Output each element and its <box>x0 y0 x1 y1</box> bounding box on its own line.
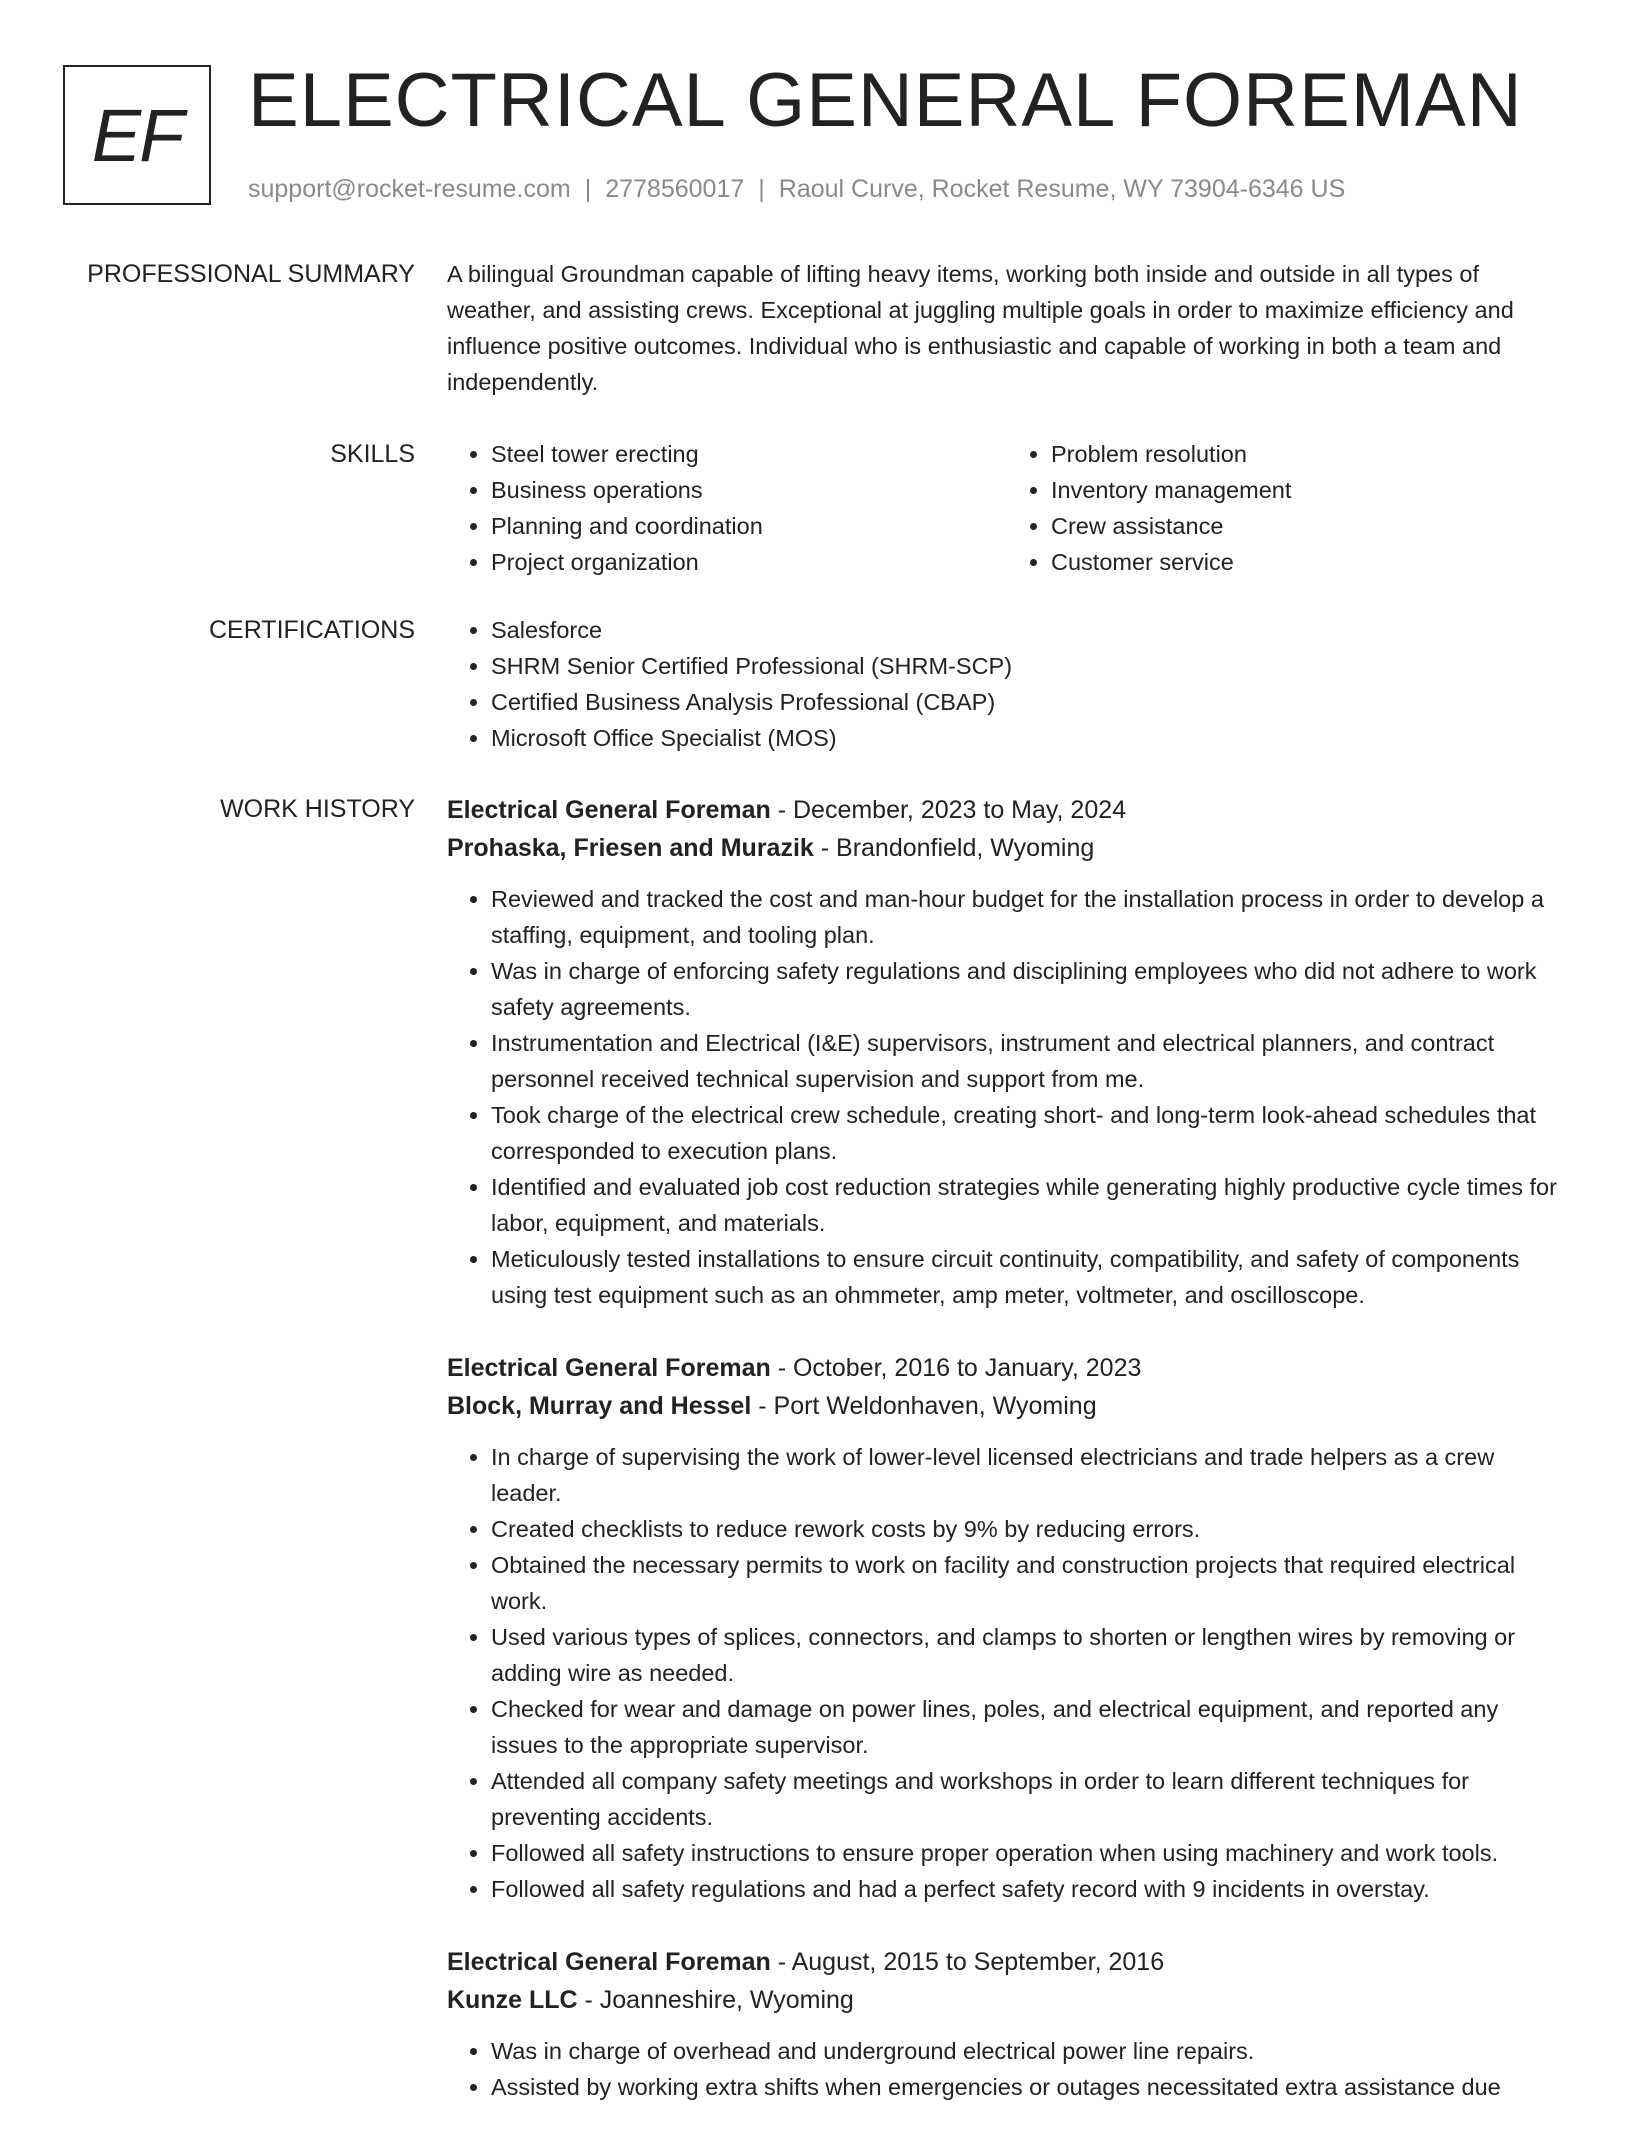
contact-separator: | <box>758 175 765 203</box>
job-entry <box>447 791 1567 1313</box>
job-bullet: • Assisted by working extra shifts when emergencies or outages necessitated extra assistance due <box>491 2069 1567 2105</box>
job-bullet: • Followed all safety regulations and had a perfect safety record with 9 incidents in overstay. <box>491 1871 1567 1907</box>
contact-address: Raoul Curve, Rocket Resume, WY 73904-6346 US <box>778 175 1346 203</box>
certification-item: • Certified Business Analysis Professional (CBAP) <box>491 684 1567 720</box>
job-bullet: • Obtained the necessary permits to work on facility and construction projects that required electrical work. <box>491 1547 1567 1619</box>
job-company: Block, Murray and Hessel <box>447 1392 752 1420</box>
job-entry <box>447 1349 1567 1907</box>
certification-item: • Microsoft Office Specialist (MOS) <box>491 720 1567 756</box>
job-company-line <box>447 1981 1567 2019</box>
job-title: Electrical General Foreman <box>447 1948 771 1976</box>
job-bullet: • Attended all company safety meetings and workshops in order to learn different techniques for preventing accidents. <box>491 1763 1567 1835</box>
job-dates: - December, 2023 to May, 2024 <box>770 796 1127 824</box>
contact-separator: | <box>584 175 592 203</box>
job-company: Kunze LLC <box>447 1986 578 2014</box>
job-bullet: • Checked for wear and damage on power lines, poles, and electrical equipment, and reported any issues to the appropriate supervisor. <box>491 1691 1567 1763</box>
job-dates: - August, 2015 to September, 2016 <box>770 1948 1165 1976</box>
skill-item: • Planning and coordination <box>491 508 1007 544</box>
skill-item: • Inventory management <box>1051 472 1567 508</box>
skill-item: • Crew assistance <box>1051 508 1567 544</box>
job-bullet: • In charge of supervising the work of lower-level licensed electricians and trade helpers as a crew leader. <box>491 1439 1567 1511</box>
skills-list-left <box>447 436 1007 580</box>
job-title-line <box>447 1943 1567 1981</box>
job-bullet: • Used various types of splices, connectors, and clamps to shorten or lengthen wires by removing or adding wire as needed. <box>491 1619 1567 1691</box>
job-bullets <box>447 1439 1567 1907</box>
skill-item: • Steel tower erecting <box>491 436 1007 472</box>
section-label: PROFESSIONAL SUMMARY <box>87 260 415 288</box>
job-company-line <box>447 1387 1567 1425</box>
monogram: EF <box>63 65 211 205</box>
job-company-line <box>447 829 1567 867</box>
job-dates: - October, 2016 to January, 2023 <box>770 1354 1142 1382</box>
section-label: SKILLS <box>330 440 415 468</box>
skill-item: • Customer service <box>1051 544 1567 580</box>
job-bullet: • Reviewed and tracked the cost and man-hour budget for the installation process in order to develop a staffing, equipment, and tooling plan. <box>491 881 1567 953</box>
contact-phone[interactable]: 2778560017 <box>605 175 745 203</box>
certifications-list <box>447 612 1567 756</box>
contact-line <box>248 175 1345 204</box>
job-location: - Port Weldonhaven, Wyoming <box>751 1392 1097 1420</box>
page-title: ELECTRICAL GENERAL FOREMAN <box>248 58 1523 143</box>
job-title: Electrical General Foreman <box>447 1354 771 1382</box>
job-company: Prohaska, Friesen and Murazik <box>447 834 814 862</box>
job-title-line <box>447 791 1567 829</box>
job-bullets <box>447 881 1567 1313</box>
job-location: - Brandonfield, Wyoming <box>813 834 1095 862</box>
job-title: Electrical General Foreman <box>447 796 771 824</box>
section-label: WORK HISTORY <box>220 795 415 823</box>
job-bullet: • Identified and evaluated job cost reduction strategies while generating highly productive cycle times for labor, equipment, and materials. <box>491 1169 1567 1241</box>
job-bullet: • Created checklists to reduce rework costs by 9% by reducing errors. <box>491 1511 1567 1547</box>
job-location: - Joanneshire, Wyoming <box>577 1986 854 2014</box>
job-bullet: • Was in charge of overhead and underground electrical power line repairs. <box>491 2033 1567 2069</box>
job-bullet: • Instrumentation and Electrical (I&E) supervisors, instrument and electrical planners, and contract personnel received technical supervision and support from me. <box>491 1025 1567 1097</box>
contact-email[interactable]: support@rocket-resume.com <box>248 175 571 203</box>
summary-text: A bilingual Groundman capable of lifting heavy items, working both inside and outside in all types of weather, and assisting crews. Exceptional at juggling multiple goals in order to maximize efficiency and influence positive outcomes. Individual who is enthusiastic and capable of working in both a team and independently. <box>447 261 1514 395</box>
job-bullet: • Meticulously tested installations to ensure circuit continuity, compatibility, and safety of components using test equipment such as an ohmmeter, amp meter, voltmeter, and oscilloscope. <box>491 1241 1567 1313</box>
certification-item: • SHRM Senior Certified Professional (SHRM-SCP) <box>491 648 1567 684</box>
job-bullet: • Followed all safety instructions to ensure proper operation when using machinery and work tools. <box>491 1835 1567 1871</box>
skill-item: • Business operations <box>491 472 1007 508</box>
section-content <box>447 612 1567 756</box>
job-bullets <box>447 2033 1567 2105</box>
section-content <box>447 256 1567 400</box>
certification-item: • Salesforce <box>491 612 1567 648</box>
job-entry <box>447 1943 1567 2105</box>
skill-item: • Project organization <box>491 544 1007 580</box>
job-bullet: • Was in charge of enforcing safety regulations and disciplining employees who did not adhere to work safety agreements. <box>491 953 1567 1025</box>
resume-header <box>63 58 1563 215</box>
skills-list-right <box>1007 436 1567 580</box>
skills-columns <box>447 436 1567 580</box>
skill-item: • Problem resolution <box>1051 436 1567 472</box>
section-label: CERTIFICATIONS <box>208 616 415 644</box>
job-bullet: • Took charge of the electrical crew schedule, creating short- and long-term look-ahead schedules that corresponded to execution plans. <box>491 1097 1567 1169</box>
section-content <box>447 791 1567 2141</box>
job-title-line <box>447 1349 1567 1387</box>
